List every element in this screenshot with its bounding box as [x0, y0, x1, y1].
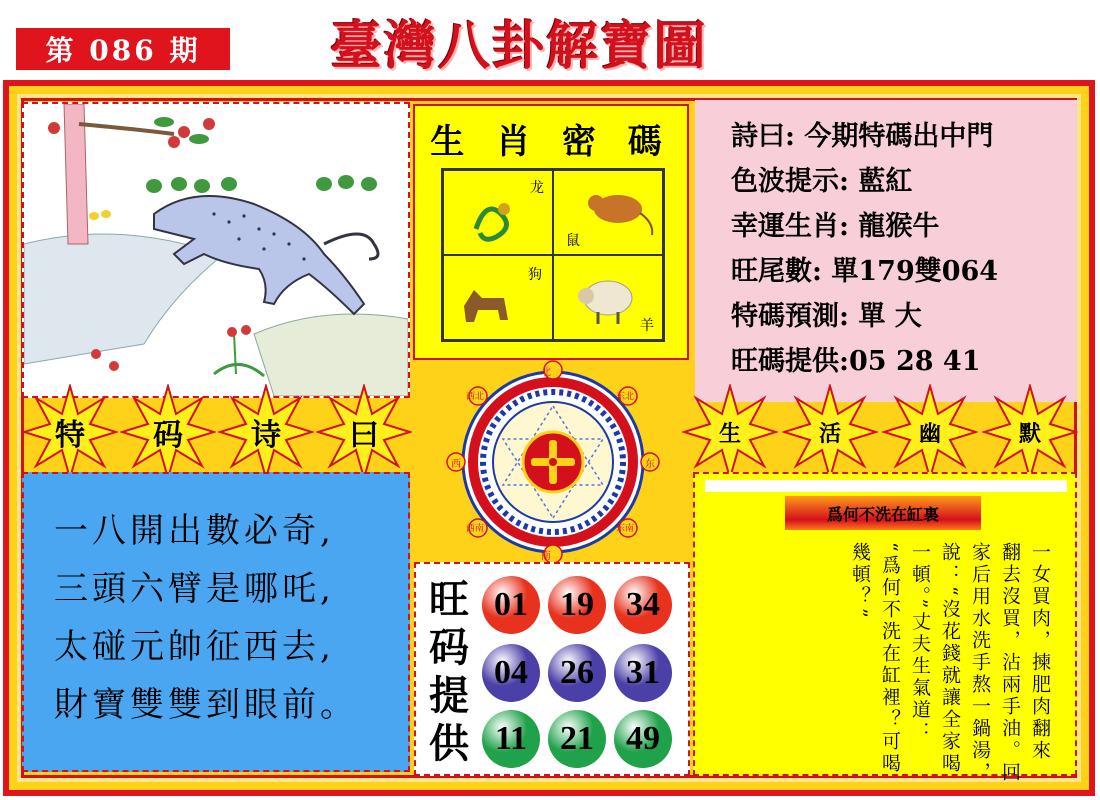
poem-line: 一八開出數必奇, [54, 511, 335, 551]
poem-hint: 詩曰: 今期特碼出中門 [731, 121, 994, 152]
lucky-numbers-panel [414, 562, 690, 776]
lucky-numbers-label [424, 576, 474, 768]
star-badge [882, 384, 978, 480]
number-ball [548, 576, 606, 634]
illustration-panel [22, 102, 410, 398]
star-label: 诗 [251, 418, 281, 453]
story-column: 一女買肉，揀肥肉翻來 [1029, 542, 1051, 762]
ball-number: 26 [560, 654, 594, 691]
ball-number: 19 [560, 586, 594, 623]
ball-number: 49 [626, 720, 660, 757]
story-header-strip [705, 480, 1067, 492]
lucky-label-char: 供 [429, 720, 469, 767]
leopard-illustration [24, 104, 408, 396]
ball-number: 31 [626, 654, 660, 691]
wheel-label-northeast: 东北 [616, 392, 635, 402]
ball-number: 04 [494, 654, 528, 691]
zodiac-code-panel [413, 104, 689, 360]
star-badge [218, 384, 314, 480]
ball-number: 11 [494, 720, 528, 757]
rat-icon [578, 179, 658, 239]
bagua-wheel [438, 360, 668, 565]
zodiac-label-dog: 狗 [528, 267, 542, 283]
number-ball [614, 644, 672, 702]
dog-icon [456, 276, 516, 336]
zodiac-label-dragon: 龙 [530, 180, 544, 196]
wheel-label-southeast: 东南 [616, 524, 635, 534]
prediction-info-panel [695, 100, 1077, 402]
ball-number: 21 [560, 720, 594, 757]
special-prediction: 特碼預測: 單 大 [731, 301, 922, 332]
star-badge [22, 384, 118, 480]
lucky-tail-numbers: 旺尾數: 單179雙064 [731, 256, 999, 287]
star-label: 码 [153, 418, 183, 453]
star-badge [120, 384, 216, 480]
lucky-label-char: 码 [429, 624, 469, 671]
story-column: 說：“沒花錢就讓全家喝 [939, 542, 961, 775]
wheel-label-southwest: 西南 [466, 524, 485, 534]
humor-story-panel [693, 472, 1077, 784]
poem-line: 太碰元帥征西去, [54, 627, 335, 667]
zodiac-label-sheep: 羊 [640, 318, 654, 334]
story-column: 幾頓？” [849, 542, 871, 621]
dragon-icon [466, 189, 526, 249]
story-column: “爲何不洗在缸裡？可喝 [879, 542, 901, 775]
wheel-label-south: 南 [541, 551, 551, 562]
sheep-icon [572, 270, 642, 330]
number-ball [482, 576, 540, 634]
ball-number: 01 [494, 586, 528, 623]
wheel-label-northwest: 西北 [466, 392, 485, 402]
lucky-label-char: 提 [429, 672, 469, 719]
story-column: 一頓。”丈夫生氣道： [909, 542, 931, 744]
poem-panel [22, 472, 410, 772]
star-badge [682, 384, 778, 480]
number-ball [614, 576, 672, 634]
color-hint: 色波提示: 藍紅 [731, 166, 913, 197]
number-ball [482, 710, 540, 768]
page-title: 臺灣八卦解寶圖 [330, 16, 709, 77]
lucky-numbers-provided: 旺碼提供:05 28 41 [731, 346, 981, 377]
star-label: 曰 [349, 418, 379, 453]
lucky-label-char: 旺 [429, 576, 469, 623]
zodiac-title: 生 肖 密 碼 [430, 122, 672, 162]
star-label: 默 [1018, 420, 1041, 447]
zodiac-cell-rat [553, 170, 663, 255]
lucky-zodiac: 幸運生肖: 龍猴牛 [731, 211, 940, 242]
number-ball [614, 710, 672, 768]
story-title: 爲何不洗在缸裏 [785, 496, 981, 530]
zodiac-cell-dragon [443, 170, 553, 255]
star-badge [316, 384, 412, 480]
zodiac-grid [441, 168, 665, 342]
number-ball [548, 644, 606, 702]
issue-number: 第 086 期 [16, 28, 230, 70]
number-ball [482, 644, 540, 702]
ball-number: 34 [626, 586, 660, 623]
wheel-label-west: 西 [451, 459, 461, 470]
story-column: 翻去沒買，沾兩手油。回 [999, 542, 1021, 784]
star-badge [982, 384, 1078, 480]
zodiac-cell-dog [443, 255, 553, 340]
star-label: 活 [818, 420, 841, 447]
number-ball [548, 710, 606, 768]
star-label: 生 [718, 420, 741, 447]
poem-line: 三頭六臂是哪吒, [54, 569, 335, 609]
wheel-label-east: 东 [645, 459, 655, 470]
zodiac-cell-sheep [553, 255, 663, 340]
star-badge [782, 384, 878, 480]
zodiac-label-rat: 鼠 [566, 233, 580, 249]
poem-line: 財寶雙雙到眼前。 [54, 685, 358, 725]
story-column: 家后用水洗手熬一鍋湯， [969, 542, 991, 784]
wheel-label-north: 北 [541, 367, 551, 378]
star-label: 特 [55, 418, 85, 453]
star-label: 幽 [918, 420, 941, 447]
